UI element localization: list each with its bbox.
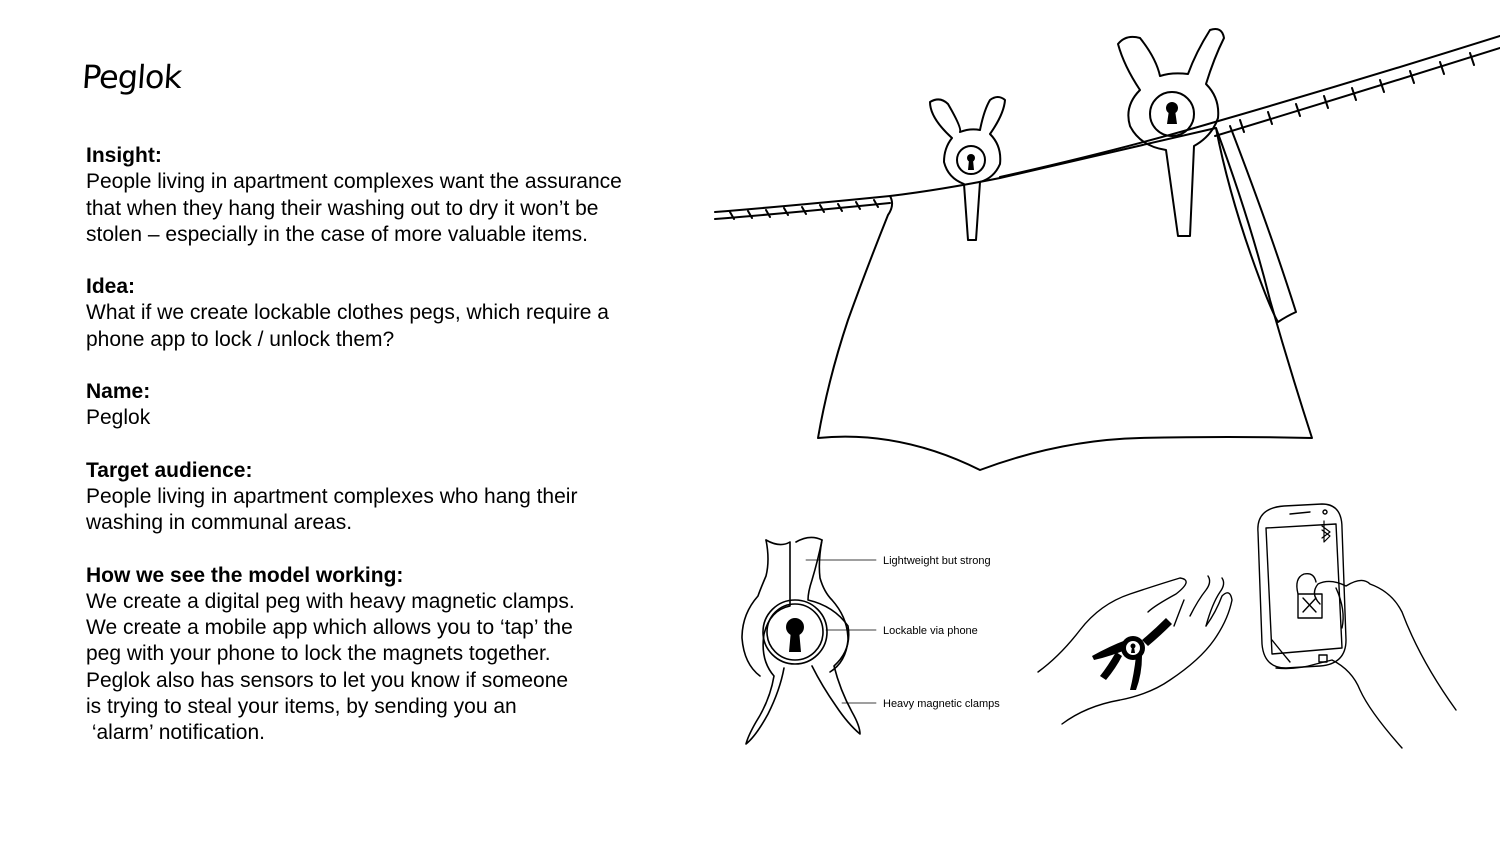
audience-body: People living in apartment complexes who hang their washing in communal areas. xyxy=(86,484,578,535)
model-line-4: Peglok also has sensors to let you know if someone xyxy=(86,668,569,692)
model-line-5: is trying to steal your items, by sending you an xyxy=(86,695,517,719)
phone-illustration xyxy=(1258,504,1346,668)
big-peg xyxy=(1118,29,1224,236)
label-lightweight: Lightweight but strong xyxy=(883,555,991,567)
logo: Peglok xyxy=(80,58,183,96)
insight-body: People living in apartment complexes want the assurance that when they hang their washing out to dry it won’t be stolen – especially in the case of more valuable items. xyxy=(86,170,622,246)
cloth-fold xyxy=(1216,126,1296,322)
model-heading: How we see the model working: xyxy=(86,563,404,587)
model-line-6: ‘alarm’ notification. xyxy=(86,721,265,745)
clothesline-left xyxy=(715,196,890,219)
name-body: Peglok xyxy=(86,406,151,430)
cloth xyxy=(818,128,1312,470)
name-heading: Name: xyxy=(86,380,151,404)
padlock-icon xyxy=(1297,574,1322,618)
insight-heading: Insight: xyxy=(86,144,162,167)
model-line-1: We create a digital peg with heavy magnetic clamps. xyxy=(86,589,575,613)
small-peg xyxy=(930,97,1005,240)
diagram-peg xyxy=(742,537,860,744)
model-line-2: We create a mobile app which allows you to ‘tap’ the xyxy=(86,616,573,640)
label-lockable: Lockable via phone xyxy=(883,625,978,637)
phone-hand xyxy=(1272,580,1456,748)
audience-heading: Target audience: xyxy=(86,458,253,482)
idea-body: What if we create lockable clothes pegs, which require a phone app to lock / unlock them? xyxy=(86,301,609,351)
clothesline-right xyxy=(1000,36,1500,177)
idea-heading: Idea: xyxy=(86,275,136,299)
model-line-3: peg with your phone to lock the magnets together. xyxy=(86,642,551,666)
label-magnetic: Heavy magnetic clamps xyxy=(883,698,1000,710)
